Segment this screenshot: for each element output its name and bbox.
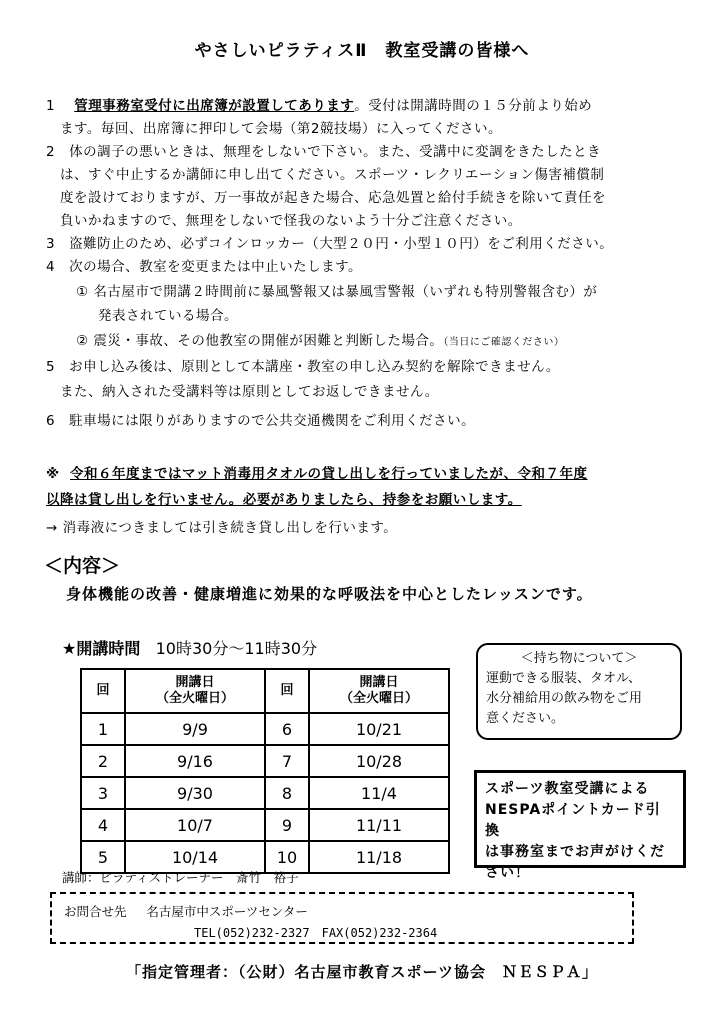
item-4: 4 次の場合、教室を変更または中止いたします。 <box>46 259 363 275</box>
schedule-header-row <box>81 669 449 713</box>
content-heading: ＜内容＞ <box>44 555 121 577</box>
date-cell: 10/7 <box>125 809 265 841</box>
date-cell: 11/11 <box>309 809 449 841</box>
date-cell: 9/16 <box>125 745 265 777</box>
bring-box <box>476 643 682 740</box>
item-1-line-1 <box>46 96 592 116</box>
notice-line-1 <box>46 464 588 484</box>
notice-mark: ※ <box>46 466 60 482</box>
round-cell: 1 <box>81 713 125 745</box>
bring-heading: ＜持ち物について＞ <box>520 651 638 666</box>
item-5-line-2: また、納入された受講料等は原則としてお返しできません。 <box>60 384 439 400</box>
contact-row-1 <box>64 902 308 920</box>
item-1-bold: 管理事務室受付に出席簿が設置してあります <box>74 98 355 114</box>
page-title: やさしいピラティスⅡ 教室受講の皆様へ <box>194 41 530 61</box>
round-cell: 5 <box>81 841 125 873</box>
table-row <box>81 809 449 841</box>
item-5-line-1: 5 お申し込み後は、原則として本講座・教室の申し込み契約を解除できません。 <box>46 359 560 375</box>
item-2-line-1: 2 体の調子の悪いときは、無理をしないで下さい。また、受講中に変調をきたしたとき <box>46 144 602 160</box>
col-date-1-l2: （全火曜日） <box>155 691 234 706</box>
round-cell: 3 <box>81 777 125 809</box>
hours-value: 10時30分～11時30分 <box>155 639 318 658</box>
contact-box <box>50 892 634 944</box>
nespa-line-2: NESPAポイントカード引換 <box>485 802 661 839</box>
nespa-point-box <box>474 770 686 881</box>
col-date-2-l2: （全火曜日） <box>339 691 418 706</box>
date-cell: 9/30 <box>125 777 265 809</box>
col-date-2-l1: 開講日 <box>359 675 399 690</box>
table-row <box>81 745 449 777</box>
col-date-2 <box>309 669 449 713</box>
item-1-rest: 。受付は開講時間の１５分前より始め <box>354 98 593 114</box>
col-round-1: 回 <box>81 669 125 713</box>
table-row <box>81 777 449 809</box>
round-cell: 8 <box>265 777 309 809</box>
schedule-table <box>80 668 450 874</box>
date-cell: 11/4 <box>309 777 449 809</box>
item-4b-small: （当日にご確認ください） <box>443 337 565 348</box>
item-4a-line-1: ① 名古屋市で開講２時間前に暴風警報又は暴風雪警報（いずれも特別警報含む）が <box>76 284 598 300</box>
bring-line-2: 水分補給用の飲み物をご用 <box>486 691 643 706</box>
nespa-line-3: は事務室までお声がけくだ <box>485 844 665 860</box>
date-cell: 11/18 <box>309 841 449 873</box>
contact-org: 名古屋市中スポーツセンター <box>146 904 308 919</box>
instructor: 講師：ピラティストレーナー 斎竹 裕子 <box>62 870 299 885</box>
col-date-1 <box>125 669 265 713</box>
round-cell: 9 <box>265 809 309 841</box>
round-cell: 6 <box>265 713 309 745</box>
hours-label: ★開講時間 <box>62 639 141 658</box>
notice-text-1: 令和６年度まではマット消毒用タオルの貸し出しを行っていましたが、令和７年度 <box>70 466 588 482</box>
item-6: 6 駐車場には限りがありますので公共交通機関をご利用ください。 <box>46 413 476 429</box>
notice-text-2: 以降は貸し出しを行いません。必要がありましたら、持参をお願いします。 <box>46 492 522 508</box>
col-round-2: 回 <box>265 669 309 713</box>
bring-line-3: 意ください。 <box>486 711 565 726</box>
date-cell: 10/21 <box>309 713 449 745</box>
item-2-line-4: 負いかねますので、無理をしないで怪我のないよう十分ご注意ください。 <box>60 213 522 229</box>
date-cell: 10/14 <box>125 841 265 873</box>
table-row <box>81 713 449 745</box>
item-1-line-2: ます。毎回、出席簿に押印して会場（第2競技場）に入ってください。 <box>60 121 503 137</box>
nespa-line-4: さい！ <box>485 865 530 881</box>
item-1-number: 1 <box>46 98 56 114</box>
nespa-line-1: スポーツ教室受講による <box>485 781 650 797</box>
notice-line-2 <box>46 490 522 510</box>
bring-line-1: 運動できる服装、タオル、 <box>486 671 641 686</box>
round-cell: 4 <box>81 809 125 841</box>
date-cell: 9/9 <box>125 713 265 745</box>
contact-label: お問合せ先 <box>64 904 127 919</box>
notice-line-3: → 消毒液につきましては引き続き貸し出しを行います。 <box>46 520 398 536</box>
item-4b-text: ② 震災・事故、その他教室の開催が困難と判断した場合。 <box>76 333 444 349</box>
col-date-1-l1: 開講日 <box>175 675 215 690</box>
content-lead: 身体機能の改善・健康増進に効果的な呼吸法を中心としたレッスンです。 <box>66 585 593 603</box>
round-cell: 10 <box>265 841 309 873</box>
round-cell: 7 <box>265 745 309 777</box>
footer: 「指定管理者：（公財）名古屋市教育スポーツ協会 ＮＥＳＰＡ」 <box>126 963 598 981</box>
item-3: 3 盗難防止のため、必ずコインロッカー（大型２０円・小型１０円）をご利用ください。 <box>46 236 614 252</box>
contact-phones: TEL(052)232-2327 FAX(052)232-2364 <box>194 926 438 940</box>
item-2-line-3: 度を設けておりますが、万一事故が起きた場合、応急処置と給付手続きを除いて責任を <box>60 190 606 206</box>
item-4b <box>76 331 564 353</box>
date-cell: 10/28 <box>309 745 449 777</box>
hours <box>62 636 317 659</box>
item-4a-line-2: 発表されている場合。 <box>98 308 238 324</box>
item-2-line-2: は、すぐ中止するか講師に申し出てください。スポーツ・レクリエーション傷害補償制 <box>60 167 605 183</box>
round-cell: 2 <box>81 745 125 777</box>
